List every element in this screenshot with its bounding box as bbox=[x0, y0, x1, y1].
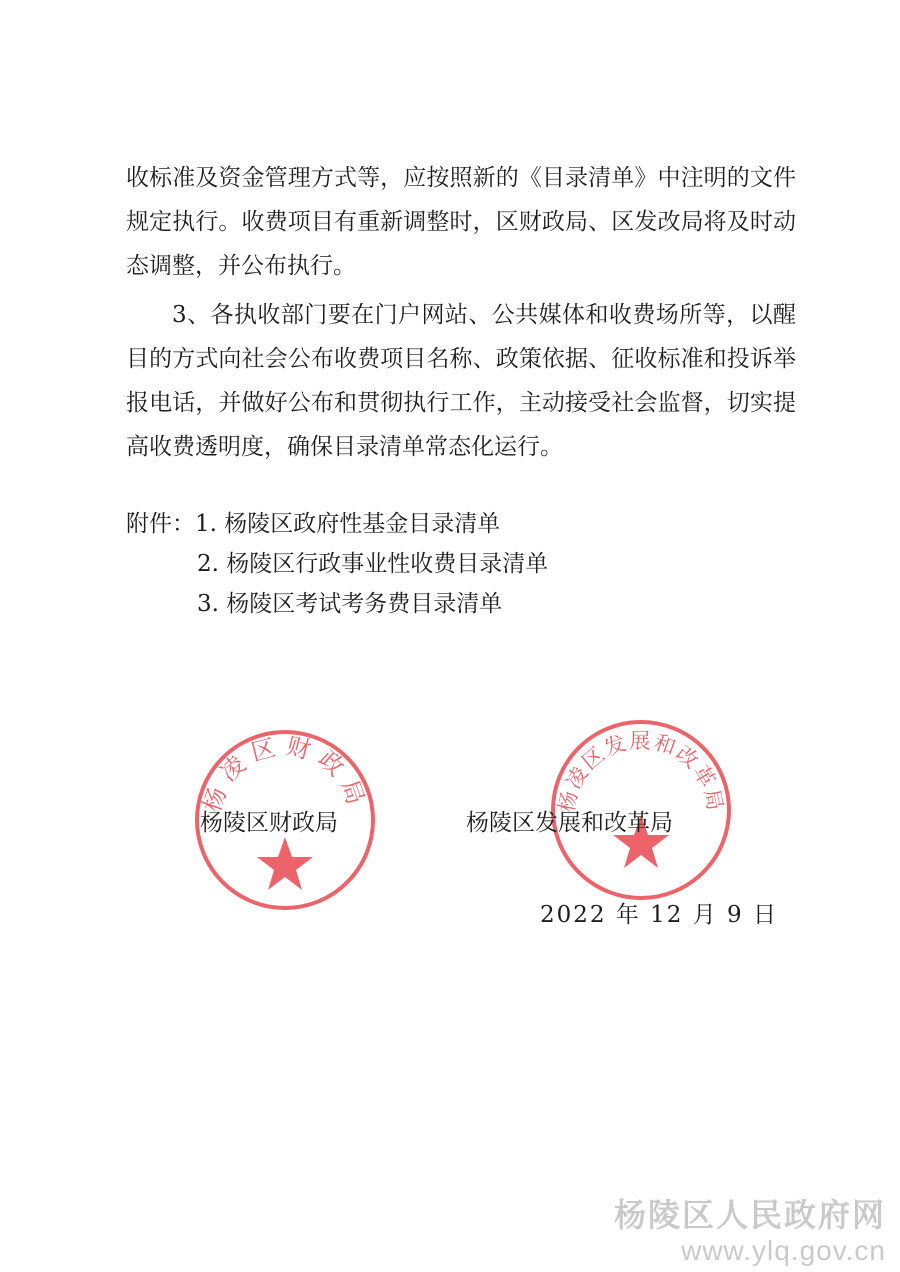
star-icon bbox=[257, 837, 313, 890]
attachment-item-2: 2. 杨陵区行政事业性收费目录清单 bbox=[197, 551, 549, 577]
signature-right: 杨陵区发展和改革局 bbox=[466, 810, 673, 836]
watermark bbox=[614, 1196, 886, 1268]
attachments-label: 附件： bbox=[126, 511, 195, 537]
body-text bbox=[126, 156, 796, 469]
svg-text:杨凌区发展和改革局 bbox=[554, 729, 727, 814]
watermark-url: www.ylq.gov.cn bbox=[681, 1235, 886, 1266]
signature-left: 杨陵区财政局 bbox=[200, 810, 338, 836]
attachment-item-3: 3. 杨陵区考试考务费目录清单 bbox=[197, 591, 503, 617]
attachment-item-1: 1. 杨陵区政府性基金目录清单 bbox=[195, 511, 501, 537]
seal-left-text: 杨凌区财政局 bbox=[197, 731, 373, 816]
watermark-title: 杨陵区人民政府网 bbox=[613, 1197, 886, 1233]
paragraph-2: 3、各执收部门要在门户网站、公共媒体和收费场所等，以醒目的方式向社会公布收费项目名称、政策依据、征收标准和投诉举报电话，并做好公布和贯彻执行工作，主动接受社会监督，切实提高收费透明度，确保目录清单常态化运行。 bbox=[126, 302, 796, 460]
seal-right-text: 杨凌区发展和改革局 bbox=[554, 728, 728, 815]
paragraph-1: 收标准及资金管理方式等，应按照新的《目录清单》中注明的文件规定执行。收费项目有重新调整时，区财政局、区发改局将及时动态调整，并公布执行。 bbox=[126, 165, 796, 279]
document-date: 2022 年 12 月 9 日 bbox=[540, 902, 778, 928]
svg-text:杨凌区财政局 bbox=[198, 732, 373, 816]
